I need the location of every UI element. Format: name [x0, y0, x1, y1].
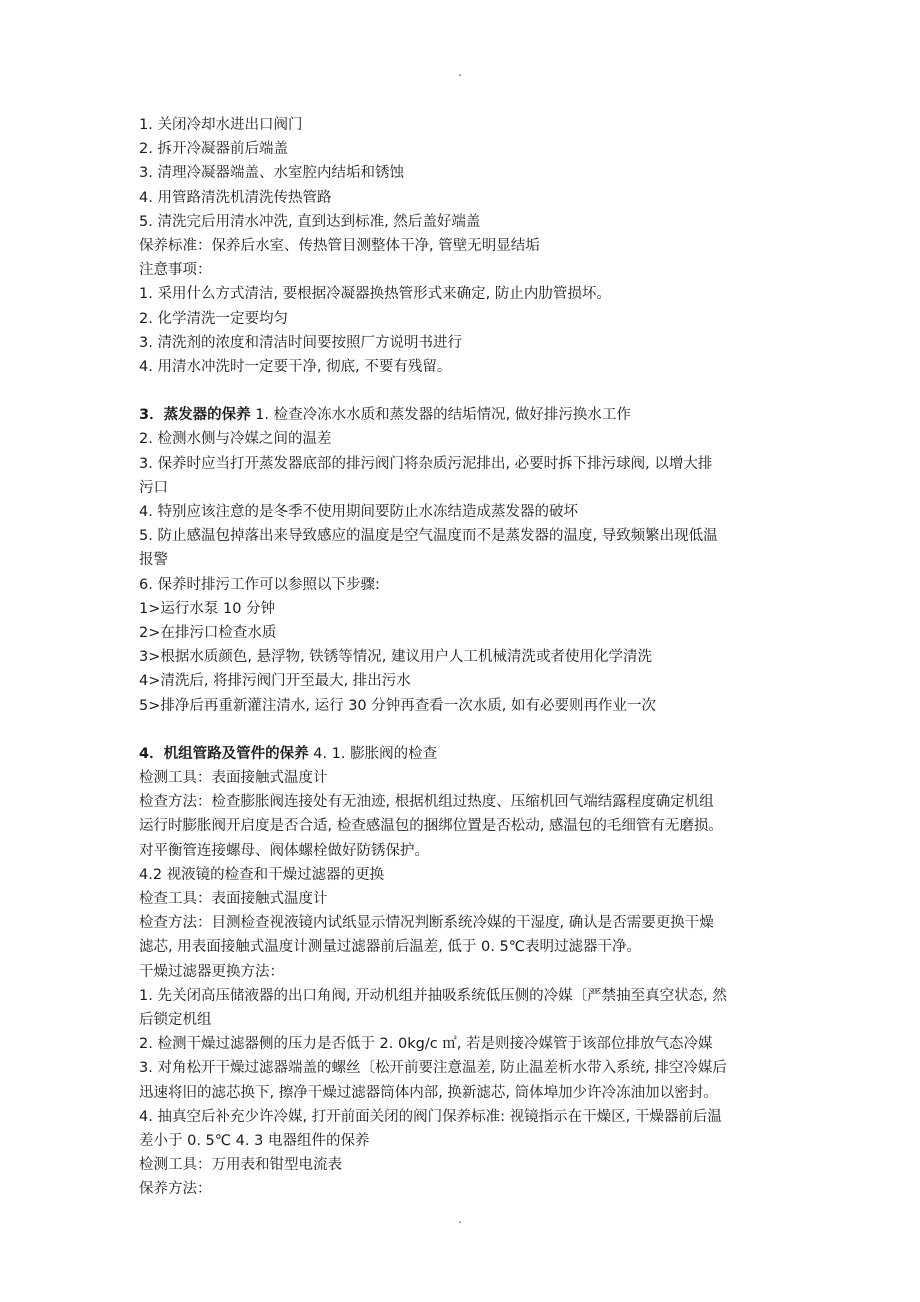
- text-line: 3. 保养时应当打开蒸发器底部的排污阀门将杂质污泥排出, 必要时拆下排污球阀, 以增大排: [139, 455, 713, 472]
- text-line: 检测工具：表面接触式温度计: [139, 770, 328, 787]
- text-line: 4. 抽真空后补充少许冷媒, 打开前面关闭的阀门保养标准: 视镜指示在干燥区, 干燥器前后温: [139, 1108, 722, 1125]
- step-item: 5. 清洗完后用清水冲洗, 直到达到标准, 然后盖好端盖: [139, 213, 481, 230]
- text-line: 4>清洗后, 将排污阀门开至最大, 排出污水: [139, 673, 411, 690]
- section-heading: 4．机组管路及管件的保养: [139, 745, 309, 762]
- text-line: 2. 检测干燥过滤器侧的压力是否低于 2. 0kg/c ㎡, 若是则接冷媒管于该部位排放气态冷媒: [139, 1036, 713, 1053]
- text-line: 5>排净后再重新灌注清水, 运行 30 分钟再查看一次水质, 如有必要则再作业一次: [139, 697, 656, 714]
- text-line: 保养方法：: [139, 1181, 212, 1198]
- text-line: 报警: [139, 552, 168, 569]
- text-line: 对平衡管连接螺母、阀体螺栓做好防锈保护。: [139, 842, 429, 859]
- text-line: 2. 检测水侧与冷媒之间的温差: [139, 431, 332, 448]
- condenser-maintenance-section: [139, 113, 789, 379]
- maintenance-standard: 保养标准：保养后水室、传热管目测整体干净, 管壁无明显结垢: [139, 237, 540, 254]
- note-item: 4. 用清水冲洗时一定要干净, 彻底, 不要有残留。: [139, 358, 452, 375]
- step-item: 3. 清理冷凝器端盖、水室腔内结垢和锈蚀: [139, 165, 404, 182]
- text-line: 污口: [139, 479, 168, 496]
- section-heading-line: [139, 742, 789, 766]
- text-line: 6. 保养时排污工作可以参照以下步骤:: [139, 576, 380, 593]
- top-page-mark: .: [458, 65, 462, 79]
- text-line: 后锁定机组: [139, 1011, 212, 1028]
- step-item: 2. 拆开冷凝器前后端盖: [139, 141, 288, 158]
- text-line: 5. 防止感温包掉落出来导致感应的温度是空气温度而不是蒸发器的温度, 导致频繁出现低温: [139, 528, 718, 545]
- text-line: 4.2 视液镜的检查和干燥过滤器的更换: [139, 866, 385, 883]
- section-first-item: 1. 检查冷冻水水质和蒸发器的结垢情况, 做好排污换水工作: [250, 407, 631, 424]
- text-line: 差小于 0. 5℃ 4. 3 电器组件的保养: [139, 1132, 370, 1149]
- text-line: 干燥过滤器更换方法：: [139, 963, 284, 980]
- text-line: 检查方法：目测检查视液镜内试纸显示情况判断系统冷媒的干湿度, 确认是否需要更换干燥: [139, 915, 714, 932]
- text-line: 检查方法：检查膨胀阀连接处有无油迹, 根据机组过热度、压缩机回气端结露程度确定机组: [139, 794, 714, 811]
- note-item: 1. 采用什么方式清洁, 要根据冷凝器换热管形式来确定, 防止内肋管损坏。: [139, 286, 611, 303]
- text-line: 3. 对角松开干燥过滤器端盖的螺丝〔松开前要注意温差, 防止温差析水带入系统, 排空冷媒后: [139, 1060, 727, 1077]
- step-item: 1. 关闭冷却水进出口阀门: [139, 117, 303, 133]
- section-heading: 3．蒸发器的保养: [139, 407, 251, 424]
- text-line: 4. 特别应该注意的是冬季不使用期间要防止水冻结造成蒸发器的破坏: [139, 504, 578, 520]
- text-line: 检测工具：万用表和钳型电流表: [139, 1157, 342, 1174]
- document-body: [139, 113, 789, 1201]
- text-line: 2>在排污口检查水质: [139, 624, 277, 641]
- text-line: 检查工具：表面接触式温度计: [139, 891, 328, 907]
- text-line: 1>运行水泵 10 分钟: [139, 600, 276, 617]
- bottom-page-mark: .: [458, 1212, 462, 1226]
- section-heading-line: [139, 403, 789, 427]
- text-line: 运行时膨胀阀开启度是否合适, 检查感温包的捆绑位置是否松动, 感温包的毛细管有无磨损。: [139, 818, 723, 835]
- evaporator-maintenance-section: [139, 403, 789, 717]
- text-line: 滤芯, 用表面接触式温度计测量过滤器前后温差, 低于 0. 5℃表明过滤器干净。: [139, 939, 641, 956]
- note-item: 2. 化学清洗一定要均匀: [139, 310, 288, 327]
- step-item: 4. 用管路清洗机清洗传热管路: [139, 189, 332, 206]
- text-line: 1. 先关闭高压储液器的出口角阀, 开动机组并抽吸系统低压侧的冷媒〔严禁抽至真空状态, 然: [139, 987, 727, 1004]
- text-line: 迅速将旧的滤芯换下, 擦净干燥过滤器筒体内部, 换新滤芯, 筒体埠加少许冷冻油加以密封。: [139, 1084, 718, 1101]
- text-line: 3>根据水质颜色, 悬浮物, 铁锈等情况, 建议用户人工机械清洗或者使用化学清洗: [139, 649, 653, 666]
- note-item: 3. 清洗剂的浓度和清洁时间要按照厂方说明书进行: [139, 334, 462, 351]
- piping-maintenance-section: [139, 742, 789, 1202]
- notes-title: 注意事项：: [139, 262, 212, 279]
- section-first-item: 4. 1. 膨胀阀的检查: [308, 745, 438, 762]
